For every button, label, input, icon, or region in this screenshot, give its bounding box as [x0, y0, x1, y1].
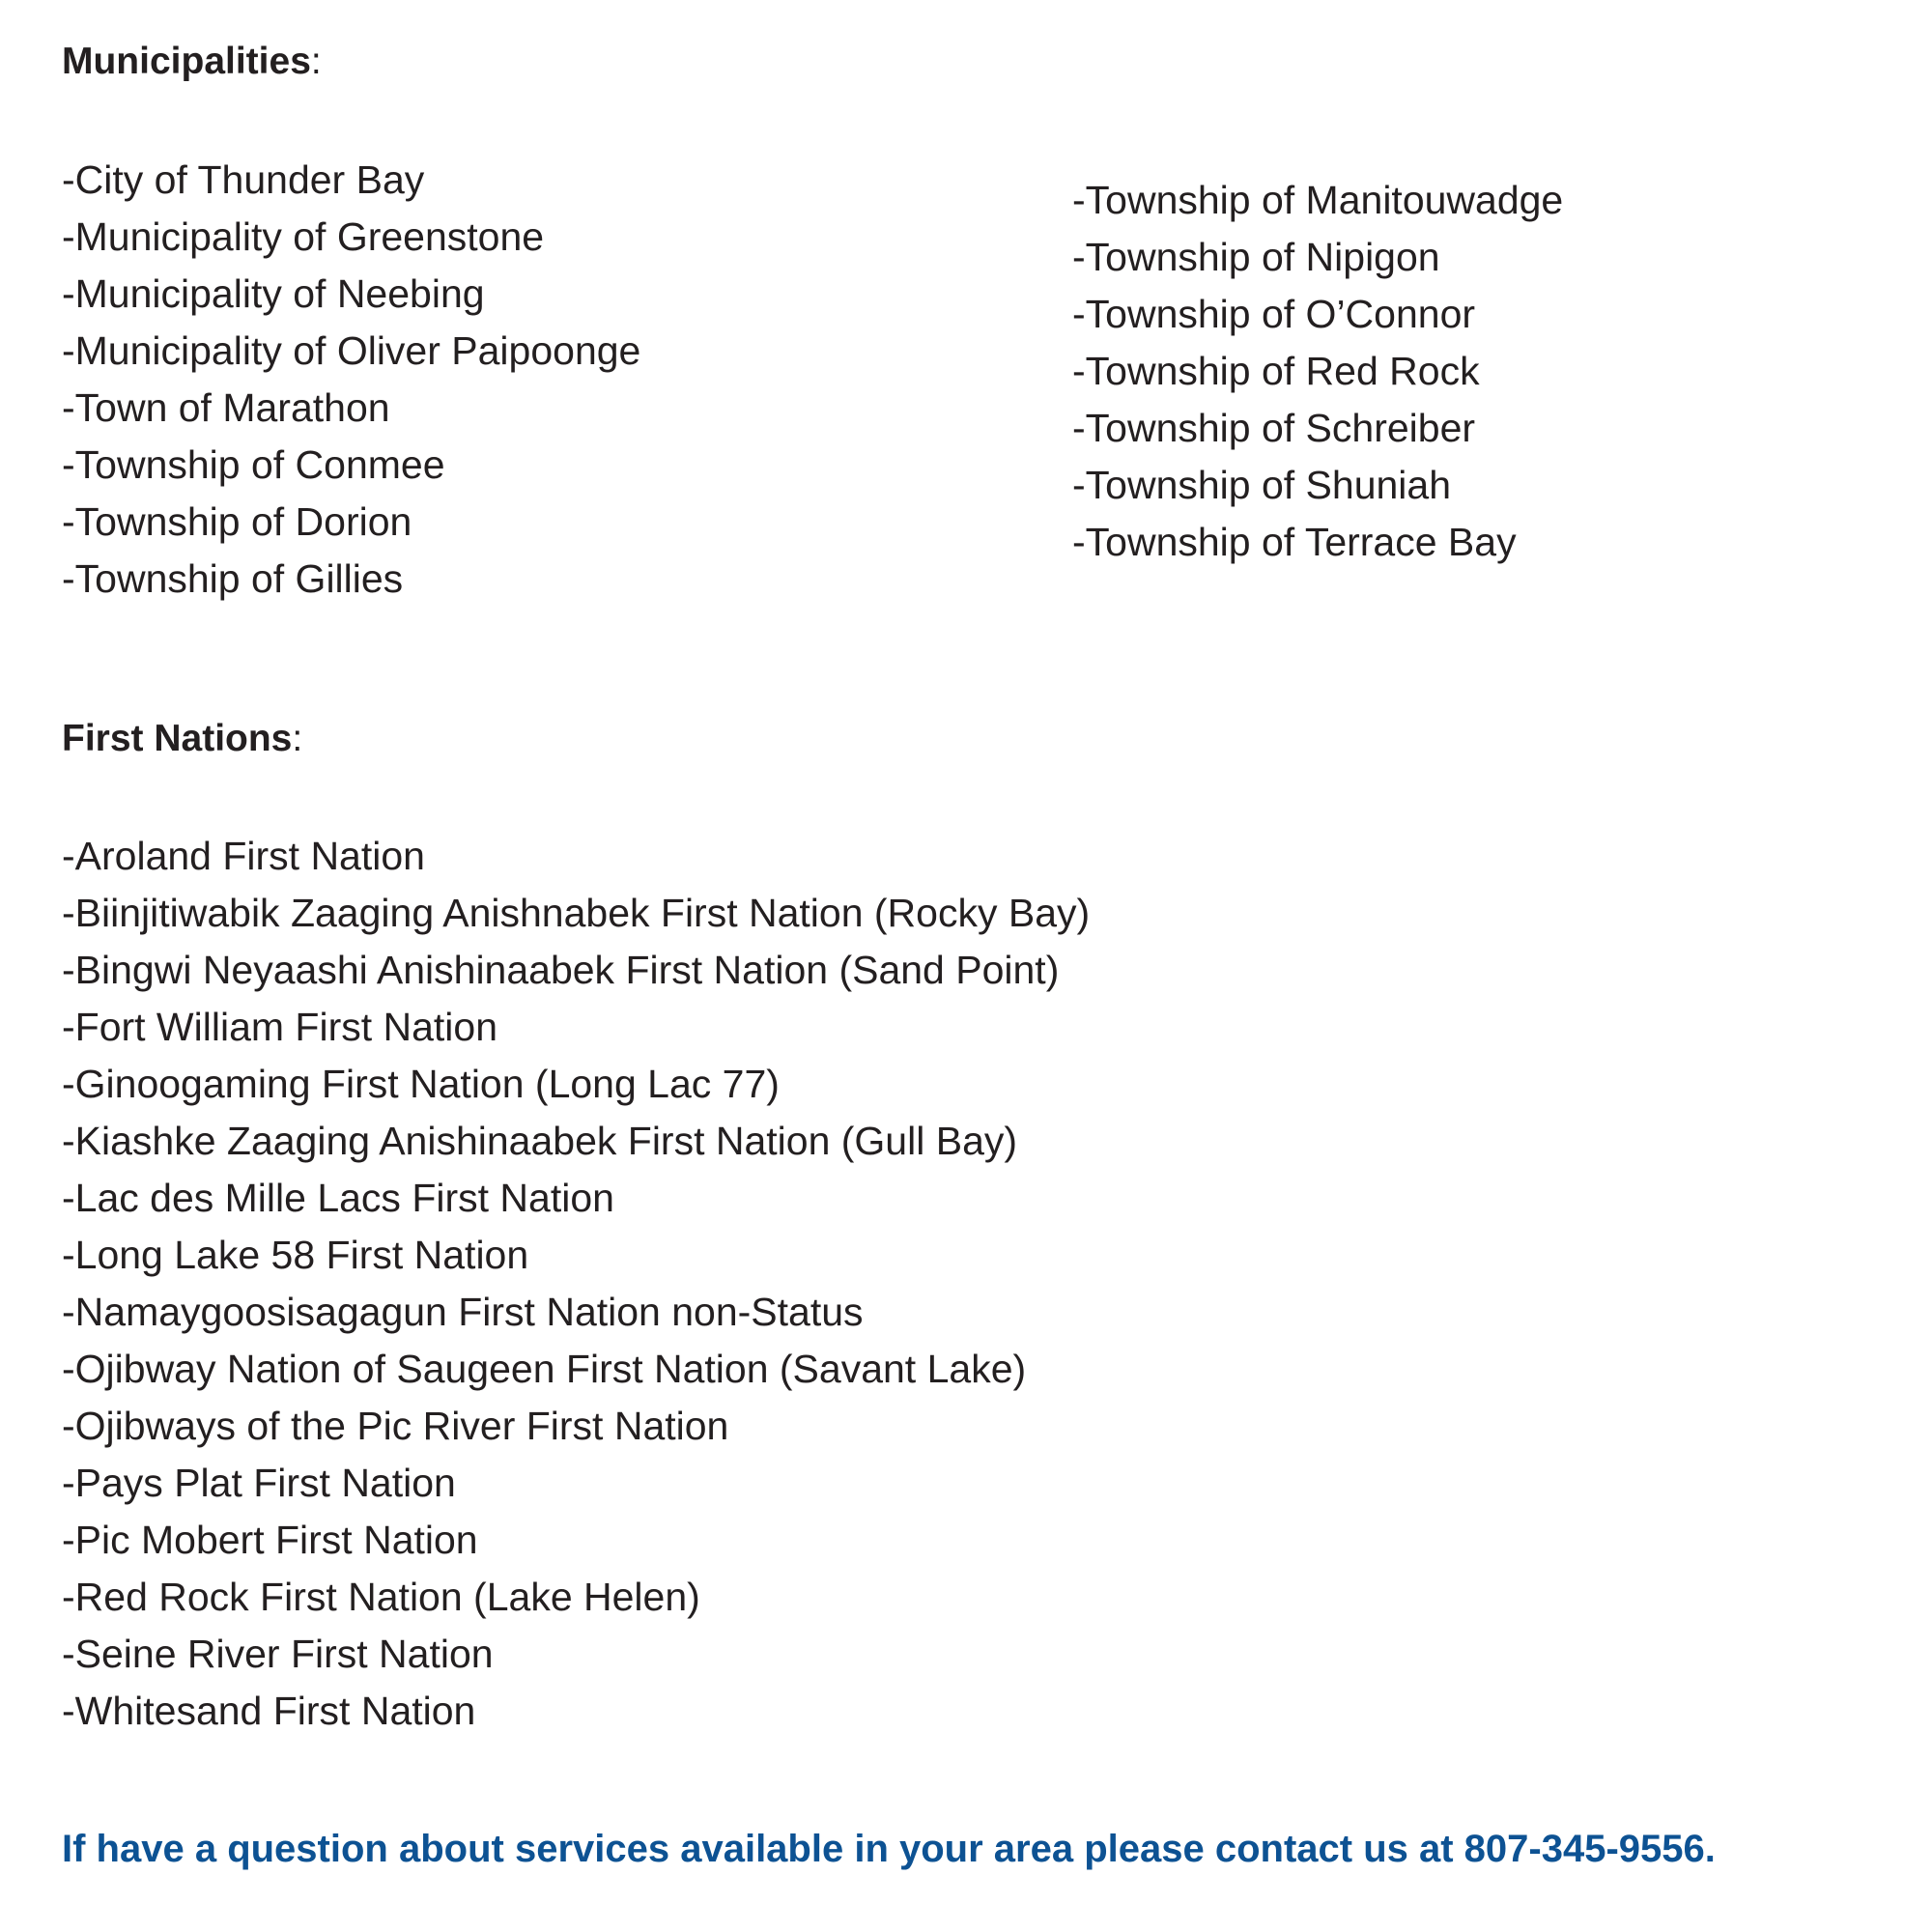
list-item: -Ojibway Nation of Saugeen First Nation (Savant Lake): [62, 1347, 1027, 1391]
list-item: -Township of Red Rock: [1072, 349, 1480, 393]
list-item: -Township of Gillies: [62, 556, 404, 601]
first-nations-heading: First Nations:: [62, 718, 303, 759]
list-item: -Township of Dorion: [62, 499, 412, 544]
list-item: -Ginoogaming First Nation (Long Lac 77): [62, 1062, 780, 1106]
first-nations-heading-label: First Nations: [62, 718, 293, 759]
municipalities-heading-label: Municipalities: [62, 41, 311, 82]
list-item: -City of Thunder Bay: [62, 157, 425, 202]
list-item: -Long Lake 58 First Nation: [62, 1233, 529, 1277]
list-item: -Township of Nipigon: [1072, 235, 1440, 279]
list-item: -Kiashke Zaaging Anishinaabek First Nation (Gull Bay): [62, 1119, 1018, 1163]
list-item: -Ojibways of the Pic River First Nation: [62, 1404, 729, 1448]
list-item: -Township of Conmee: [62, 442, 445, 487]
list-item: -Whitesand First Nation: [62, 1689, 476, 1733]
list-item: -Township of Shuniah: [1072, 463, 1452, 507]
list-item: -Seine River First Nation: [62, 1632, 494, 1676]
list-item: -Municipality of Greenstone: [62, 214, 545, 259]
list-item: -Namaygoosisagagun First Nation non-Status: [62, 1290, 864, 1334]
list-item: -Township of Terrace Bay: [1072, 520, 1517, 564]
first-nations-list: [62, 828, 1090, 1740]
list-item: -Municipality of Oliver Paipoonge: [62, 328, 641, 373]
list-item: -Municipality of Neebing: [62, 271, 485, 316]
list-item: -Pic Mobert First Nation: [62, 1518, 478, 1562]
list-item: -Township of Schreiber: [1072, 406, 1476, 450]
list-item: -Bingwi Neyaashi Anishinaabek First Nation (Sand Point): [62, 948, 1060, 992]
list-item: -Biinjitiwabik Zaaging Anishnabek First Nation (Rocky Bay): [62, 891, 1091, 935]
list-item: -Township of Manitouwadge: [1072, 178, 1564, 222]
list-item: -Aroland First Nation: [62, 834, 425, 878]
municipalities-heading: Municipalities:: [62, 41, 322, 82]
list-item: -Town of Marathon: [62, 385, 390, 430]
list-item: -Fort William First Nation: [62, 1005, 498, 1049]
list-item: -Red Rock First Nation (Lake Helen): [62, 1575, 700, 1619]
contact-note: If have a question about services available in your area please contact us at 807-345-9556.: [62, 1828, 1716, 1870]
municipalities-list-left: [62, 152, 640, 608]
list-item: -Lac des Mille Lacs First Nation: [62, 1176, 614, 1220]
list-item: -Township of O’Connor: [1072, 292, 1476, 336]
list-item: -Pays Plat First Nation: [62, 1461, 456, 1505]
municipalities-list-right: [1072, 172, 1563, 571]
